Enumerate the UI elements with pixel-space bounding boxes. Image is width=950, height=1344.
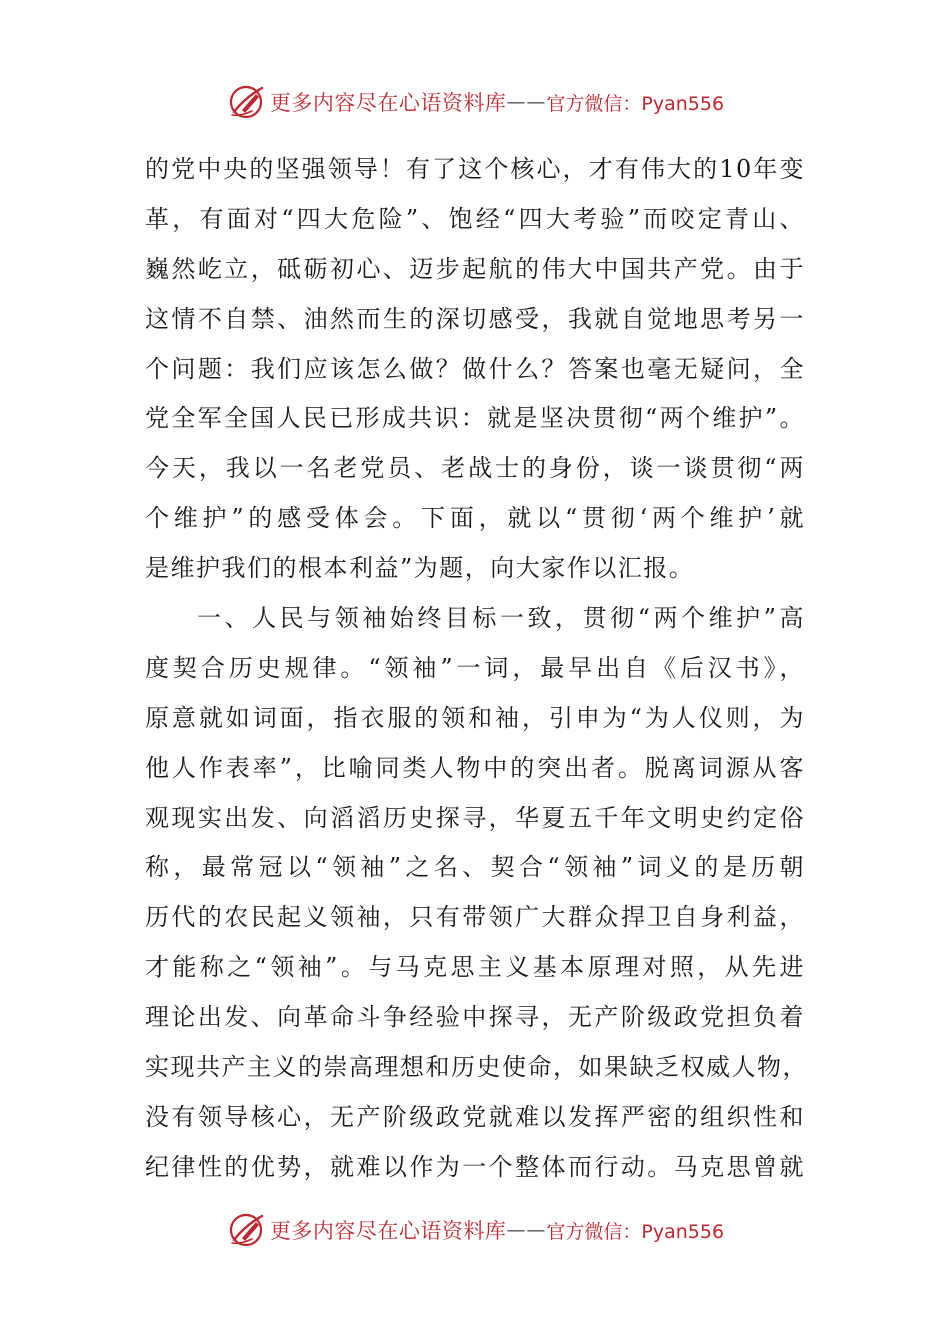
header-wechat-text: 官方微信：Pyan556 <box>546 92 725 115</box>
body-line: 的党中央的坚强领导！有了这个核心，才有伟大的10年变 <box>145 155 805 183</box>
body-line: 革，有面对“四大危险”、饱经“四大考验”而咬定青山、 <box>145 204 805 233</box>
body-line: 他人作表率”，比喻同类人物中的突出者。脱离词源从客 <box>145 753 805 782</box>
document-body <box>145 145 808 1193</box>
footer-brand-text: 更多内容尽在心语资料库 <box>269 1219 507 1243</box>
body-line: 个维护”的感受体会。下面，就以“贯彻‘两个维护’就 <box>145 504 805 533</box>
body-line-section-heading: 一、人民与领袖始终目标一致，贯彻“两个维护”高 <box>197 604 805 633</box>
body-line: 历代的农民起义领袖，只有带领广大群众捍卫自身利益， <box>145 903 805 932</box>
header-separator: —— <box>506 91 547 113</box>
body-line-paragraph-end: 是维护我们的根本利益”为题，向大家作以汇报。 <box>145 554 695 583</box>
header-banner <box>0 80 950 124</box>
body-line: 度契合历史规律。“领袖”一词，最早出自《后汉书》， <box>145 653 805 682</box>
body-line: 个问题：我们应该怎么做？做什么？答案也毫无疑问，全 <box>145 354 805 383</box>
body-line: 今天，我以一名老党员、老战士的身份，谈一谈贯彻“两 <box>145 454 805 483</box>
body-line: 称，最常冠以“领袖”之名、契合“领袖”词义的是历朝 <box>145 853 805 882</box>
footer-wechat-text: 官方微信：Pyan556 <box>546 1220 725 1243</box>
body-line: 观现实出发、向滔滔历史探寻，华夏五千年文明史约定俗 <box>145 803 805 832</box>
body-line: 才能称之“领袖”。与马克思主义基本原理对照，从先进 <box>145 953 805 982</box>
body-line: 实现共产主义的崇高理想和历史使命，如果缺乏权威人物， <box>145 1053 808 1082</box>
body-line: 原意就如词面，指衣服的领和袖，引申为“为人仪则，为 <box>145 703 805 732</box>
body-line: 没有领导核心，无产阶级政党就难以发挥严密的组织性和 <box>145 1102 805 1131</box>
footer-banner <box>0 1208 950 1252</box>
body-line: 党全军全国人民已形成共识：就是坚决贯彻“两个维护”。 <box>145 404 805 433</box>
body-line: 巍然屹立，砥砺初心、迈步起航的伟大中国共产党。由于 <box>145 254 805 283</box>
footer-separator: —— <box>506 1219 547 1241</box>
header-brand-text: 更多内容尽在心语资料库 <box>269 91 507 115</box>
pen-logo-icon <box>226 1210 266 1250</box>
body-line: 理论出发、向革命斗争经验中探寻，无产阶级政党担负着 <box>145 1003 805 1032</box>
body-line: 这情不自禁、油然而生的深切感受，我就自觉地思考另一 <box>145 304 805 333</box>
body-line: 纪律性的优势，就难以作为一个整体而行动。马克思曾就 <box>145 1152 805 1181</box>
pen-logo-icon <box>226 82 266 122</box>
